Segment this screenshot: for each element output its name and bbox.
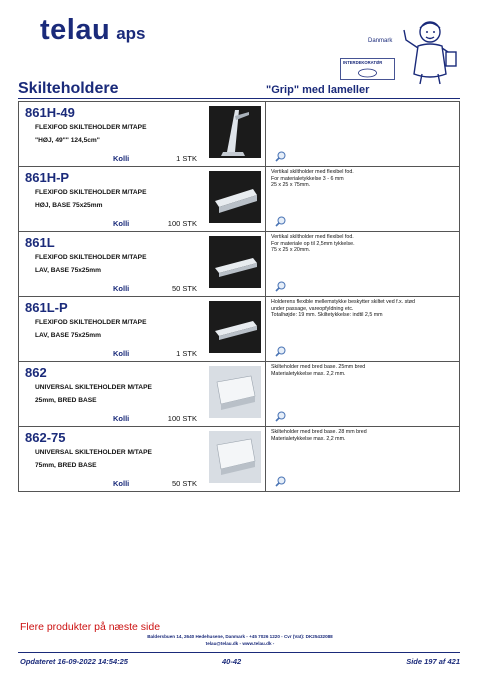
column-divider xyxy=(265,232,266,296)
page-number: Side 197 af 421 xyxy=(406,657,460,666)
product-row xyxy=(19,297,459,362)
zoom-icon[interactable] xyxy=(275,151,286,162)
product-desc-line2: LAV, BASE 75x25mm xyxy=(35,267,101,274)
info-line: Skilteholder med bred base. 25mm bred xyxy=(271,364,366,370)
zoom-icon[interactable] xyxy=(275,476,286,487)
logo-main: telau xyxy=(40,14,111,46)
product-info xyxy=(271,234,455,254)
product-desc-line1: FLEXIFOD SKILTEHOLDER M/TAPE xyxy=(35,319,147,326)
package-quantity: 1 STK xyxy=(176,349,197,358)
product-image xyxy=(209,236,261,288)
info-line: For materiale op til 2,5mm tykkelse. xyxy=(271,240,355,247)
info-line: Materialetykkelse max. 2,2 mm. xyxy=(271,370,346,377)
product-desc-line2: 75mm, BRED BASE xyxy=(35,462,97,469)
title-rule xyxy=(18,98,460,99)
kolli-label: Kolli xyxy=(113,414,130,423)
product-desc-line1: FLEXIFOD SKILTEHOLDER M/TAPE xyxy=(35,254,147,261)
product-code: 861L-P xyxy=(25,300,68,315)
product-code: 862-75 xyxy=(25,430,66,445)
package-quantity: 50 STK xyxy=(171,479,197,488)
product-image xyxy=(209,366,261,418)
zoom-icon[interactable] xyxy=(275,216,286,227)
info-line: Vertikal skiltholder med flexibel fod. xyxy=(271,234,354,240)
zoom-icon[interactable] xyxy=(275,411,286,422)
kolli-label: Kolli xyxy=(113,154,130,163)
product-code: 861L xyxy=(25,235,55,250)
column-divider xyxy=(265,427,266,492)
kolli-label: Kolli xyxy=(113,219,130,228)
package-quantity: 1 STK xyxy=(176,154,197,163)
product-code: 861H-49 xyxy=(25,105,75,120)
interdekorator-badge xyxy=(340,58,395,80)
product-row xyxy=(19,102,459,167)
product-image xyxy=(209,431,261,483)
info-line: For materialetykkelse 3 - 6 mm xyxy=(271,175,344,182)
info-line: Skilteholder med bred base. 28 mm bred xyxy=(271,429,367,435)
column-divider xyxy=(265,297,266,361)
package-quantity: 100 STK xyxy=(167,414,197,423)
product-code: 861H-P xyxy=(25,170,70,185)
product-desc-line1: FLEXIFOD SKILTEHOLDER M/TAPE xyxy=(35,189,147,196)
info-line: Totalhøjde: 19 mm. Skiltetykkelse: indtil 2,5 mm xyxy=(271,312,383,319)
more-products-link[interactable]: Flere produkter på næste side xyxy=(20,621,161,633)
badge-text: INTERDEKORATØR xyxy=(343,60,383,65)
info-line: Holderens flexible mellemstykke beskytter skiltet ved f.x. stød xyxy=(271,299,415,305)
kolli-label: Kolli xyxy=(113,284,130,293)
package-quantity: 50 STK xyxy=(171,284,197,293)
info-line: Vertikal skiltholder med flexibel fod. xyxy=(271,169,354,175)
product-info xyxy=(271,364,455,377)
page-title: Skilteholdere xyxy=(18,80,119,97)
product-desc-line1: FLEXIFOD SKILTEHOLDER M/TAPE xyxy=(35,124,147,131)
product-row xyxy=(19,362,459,427)
logo-suffix: aps xyxy=(116,24,146,43)
section-range: 40-42 xyxy=(222,657,242,666)
product-image xyxy=(209,106,261,158)
product-info xyxy=(271,299,455,319)
product-desc-line2: LAV, BASE 75x25mm xyxy=(35,332,101,339)
info-line: 75 x 25 x 20mm. xyxy=(271,247,311,254)
info-line: Materialetykkelse max. 2,2 mm. xyxy=(271,435,346,442)
product-row xyxy=(19,167,459,232)
product-info xyxy=(271,429,455,442)
product-row xyxy=(19,427,459,492)
footer-rule xyxy=(18,652,460,653)
product-image xyxy=(209,171,261,223)
info-line: 25 x 25 x 75mm. xyxy=(271,182,311,189)
kolli-label: Kolli xyxy=(113,479,130,488)
product-row xyxy=(19,232,459,297)
package-quantity: 100 STK xyxy=(167,219,197,228)
updated-timestamp: Opdateret 16-09-2022 14:54:25 xyxy=(20,657,128,666)
product-table xyxy=(18,101,460,492)
column-divider xyxy=(265,362,266,426)
kolli-label: Kolli xyxy=(113,349,130,358)
zoom-icon[interactable] xyxy=(275,281,286,292)
product-code: 862 xyxy=(25,365,47,380)
company-logo xyxy=(40,14,145,47)
product-info xyxy=(271,169,455,189)
company-contact: telau@telau.dk - www.telau.dk - xyxy=(205,641,275,646)
mascot-illustration xyxy=(400,16,460,86)
zoom-icon[interactable] xyxy=(275,346,286,357)
page-subtitle: "Grip" med lameller xyxy=(266,84,370,96)
info-line: under passage, vareopfyldning etc. xyxy=(271,305,354,312)
product-image xyxy=(209,301,261,353)
product-desc-line2: 25mm, BRED BASE xyxy=(35,397,97,404)
product-desc-line1: UNIVERSAL SKILTEHOLDER M/TAPE xyxy=(35,384,152,391)
product-desc-line2: "HØJ, 49"" 124,5cm" xyxy=(35,137,100,144)
company-address: Baldersbuen 14, 2640 Hedehusene, Danmark - +45 7026 1220 - Cvr (Vat): DK25432088 xyxy=(147,634,333,639)
product-desc-line1: UNIVERSAL SKILTEHOLDER M/TAPE xyxy=(35,449,152,456)
product-desc-line2: HØJ, BASE 75x25mm xyxy=(35,202,103,209)
country-label: Danmark xyxy=(368,38,393,44)
column-divider xyxy=(265,102,266,166)
column-divider xyxy=(265,167,266,231)
